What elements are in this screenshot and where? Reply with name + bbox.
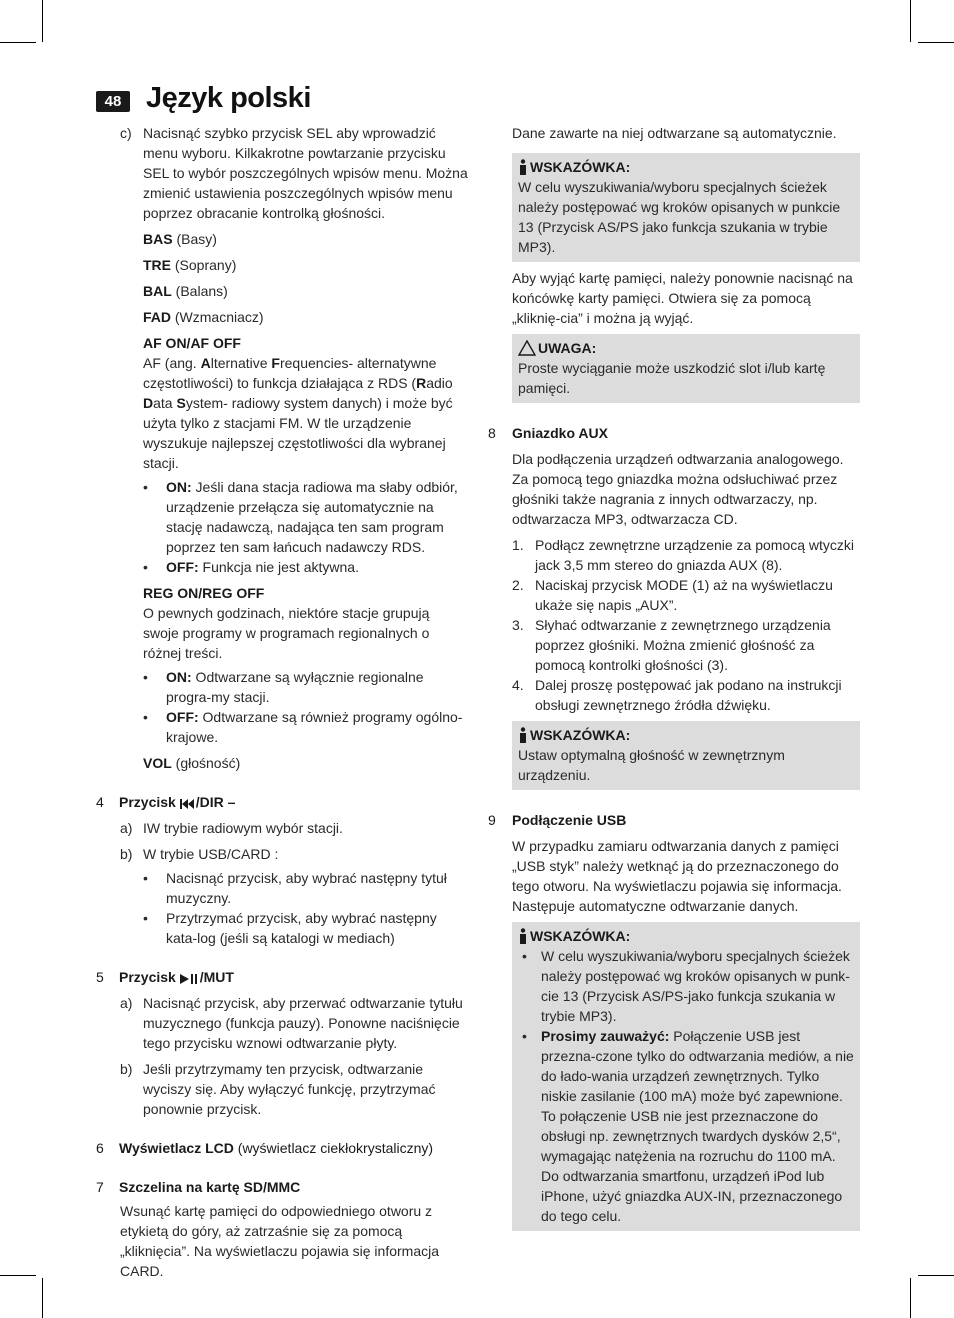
section-heading: 5 Przycisk /MUT: [96, 969, 234, 985]
list-item: a) IW trybie radiowym wybór stacji.: [120, 820, 343, 836]
left-column: [96, 123, 468, 1287]
menu-entry: VOL (głośność): [143, 755, 241, 771]
bullet-item: • ON: Odtwarzane są wyłącznie regionalne progra-my stacji.: [96, 667, 468, 707]
paragraph: Wsunąć kartę pamięci do odpowiedniego otworu z etykietą do góry, aż zatrzaśnie się za pomocą „kliknięcia”. Na wyświetlaczu pojawia się informacja CARD.: [120, 1203, 439, 1279]
crop-mark: [910, 1278, 911, 1318]
info-icon: [518, 159, 528, 175]
paragraph: Dla podłączenia urządzeń odtwarzania analogowego. Za pomocą tego gniazdka można odsłuchiwać przez głośniki także nagrania z innych odtwarzaczy, np. odtwarzacza MP3, odtwarzacza CD.: [512, 451, 844, 527]
list-item: [96, 123, 468, 223]
paragraph: Dane zawarte na niej odtwarzane są automatycznie.: [512, 125, 837, 141]
bullet-item: • ON: Jeśli dana stacja radiowa ma słaby odbiór, urządzenie przełącza się automatycznie na stację nadawczą, nadająca ten sam program poprzez ten sam łańcuch nadawczy RDS.: [96, 477, 468, 557]
numbered-step: 1. Podłącz zewnętrzne urządzenie za pomocą wtyczki jack 3,5 mm stereo do gniazda AUX (8).: [512, 537, 855, 573]
bullet-item: • Przytrzymać przycisk, aby wybrać następny kata-log (jeśli są katalogi w mediach): [96, 908, 468, 948]
page-number: 48: [96, 91, 130, 112]
right-column: [488, 123, 860, 1237]
hint-box: WSKAZÓWKA: • W celu wyszukiwania/wyboru specjalnych ścieżek należy postępować wg kroków opisanych w punk-cie 13 (Przycisk AS/PS-jako funkcja szukania w trybie MP3). • Prosimy zauważyć: Połączenie USB jest przezna-czone tylko do odtwarzania mediów, a nie do łado-wania urządzeń zewnętrznych. Tylko niskie zasilanie (100 mA) może być zapewnione. To połączenie USB nie jest przeznaczone do obsługi np. zewnętrznych twardych dysków 2,5“, wymagając natężenia na rozruchu do 1100 mA. Do odtwarzania smartfonu, urządzeń iPod lub iPhone, użyć gniazdka AUX-IN, przeznaczonego do tego celu.: [512, 922, 860, 1231]
list-item: a) Nacisnąć przycisk, aby przerwać odtwarzanie tytułu muzycznego (funkcja pauzy). Ponowne naciśnięcie tego przycisku wznowi odtwarzanie płyty.: [120, 995, 463, 1051]
item-text: Nacisnąć szybko przycisk SEL aby wprowadzić menu wyboru. Kilkakrotne powtarzanie przycisku SEL to wybór poszczególnych wpisów menu. Można zmienić ustawienia poszczególnych wpisów menu poprzez obracanie kontrolką głośności.: [143, 125, 468, 221]
section-heading: 9 Podłączenie USB: [488, 812, 627, 828]
item-label: c): [120, 125, 132, 141]
menu-entry: BAS (Basy): [143, 231, 217, 247]
warning-icon: [518, 340, 536, 356]
crop-mark: [0, 42, 36, 43]
bullet-item: • W celu wyszukiwania/wyboru specjalnych ścieżek należy postępować wg kroków opisanych w punk-cie 13 (Przycisk AS/PS-jako funkcja szukania w trybie MP3).: [518, 946, 854, 1026]
bullet-item: • Prosimy zauważyć: Połączenie USB jest przezna-czone tylko do odtwarzania mediów, a nie do łado-wania urządzeń zewnętrznych. Tylko niskie zasilanie (100 mA) może być zapewnione. To połączenie USB nie jest przeznaczone do obsługi np. zewnętrznych twardych dysków 2,5“, wymagając natężenia na rozruchu do 1100 mA. Do odtwarzania smartfonu, urządzeń iPod lub iPhone, użyć gniazdka AUX-IN, przeznaczonego do tego celu.: [518, 1026, 854, 1226]
crop-mark: [0, 1275, 36, 1276]
info-icon: [518, 727, 528, 743]
crop-mark: [918, 42, 954, 43]
numbered-step: 4. Dalej proszę postępować jak podano na instrukcji obsługi zewnętrznego źródła dźwięku.: [512, 677, 842, 713]
list-item: b) W trybie USB/CARD :: [120, 846, 279, 862]
crop-mark: [918, 1275, 954, 1276]
section-heading: 6 Wyświetlacz LCD (wyświetlacz ciekłokrystaliczny): [96, 1140, 434, 1156]
skip-back-icon: [180, 798, 194, 810]
reg-section: REG ON/REG OFF O pewnych godzinach, niektóre stacje grupują swoje programy w programach regionalnych o różnej treści.: [143, 585, 430, 661]
hint-box: WSKAZÓWKA: Ustaw optymalną głośność w zewnętrznym urządzeniu.: [512, 721, 860, 790]
bullet-item: • OFF: Funkcja nie jest aktywna.: [96, 557, 468, 577]
play-pause-icon: [180, 973, 198, 985]
numbered-step: 3. Słyhać odtwarzanie z zewnętrznego urządzenia poprzez głośniki. Można zmienić głośność za pomocą kontrolki głośności (3).: [512, 617, 831, 673]
reg-title: REG ON/REG OFF: [143, 585, 265, 601]
section-heading: 7 Szczelina na kartę SD/MMC: [96, 1179, 301, 1195]
crop-mark: [42, 1278, 43, 1318]
menu-entry: TRE (Soprany): [143, 257, 237, 273]
hint-box: WSKAZÓWKA: W celu wyszukiwania/wyboru specjalnych ścieżek należy postępować wg kroków opisanych w punkcie 13 (Przycisk AS/PS jako funkcja szukania w trybie MP3).: [512, 153, 860, 262]
info-icon: [518, 928, 528, 944]
paragraph: W przypadku zamiaru odtwarzania danych z pamięci „USB styk” należy wetknąć ją do przeznaczonego do tego otworu. Na wyświetlaczu pojawia się informacja. Następuje automatyczne odtwarzanie danych.: [512, 838, 842, 914]
paragraph: Aby wyjąć kartę pamięci, należy ponownie nacisnąć na końcówkę karty pamięci. Otwiera się za pomocą „kliknię-cia” i można ją wyjąć.: [512, 270, 853, 326]
crop-mark: [42, 0, 43, 42]
bullet-item: • Nacisnąć przycisk, aby wybrać następny tytuł muzyczny.: [96, 868, 468, 908]
warning-box: UWAGA: Proste wyciąganie może uszkodzić slot i/lub kartę pamięci.: [512, 334, 860, 403]
bullet-item: • OFF: Odtwarzane są również programy ogólno-krajowe.: [96, 707, 468, 747]
section-heading: 4 Przycisk /DIR –: [96, 794, 236, 810]
section-heading: 8 Gniazdko AUX: [488, 425, 608, 441]
af-section: AF ON/AF OFF AF (ang. Alternative Frequencies- alternatywne częstotliwości) to funkcja działająca z RDS (Radio Data System- radiowy system danych) i może być użyta tylko z stacjami FM. W tle urządzenie wyszukuje najlepszej częstotliwości dla wybranej stacji.: [143, 335, 453, 471]
af-title: AF ON/AF OFF: [143, 335, 241, 351]
menu-entry: BAL (Balans): [143, 283, 228, 299]
page-title: Język polski: [146, 82, 311, 114]
list-item: b) Jeśli przytrzymamy ten przycisk, odtwarzanie wyciszy się. Aby wyłączyć funkcję, przytrzymać ponownie przycisk.: [120, 1061, 436, 1117]
crop-mark: [910, 0, 911, 42]
numbered-step: 2. Naciskaj przycisk MODE (1) aż na wyświetlaczu ukaże się napis „AUX”.: [512, 577, 833, 613]
menu-entry: FAD (Wzmacniacz): [143, 309, 264, 325]
